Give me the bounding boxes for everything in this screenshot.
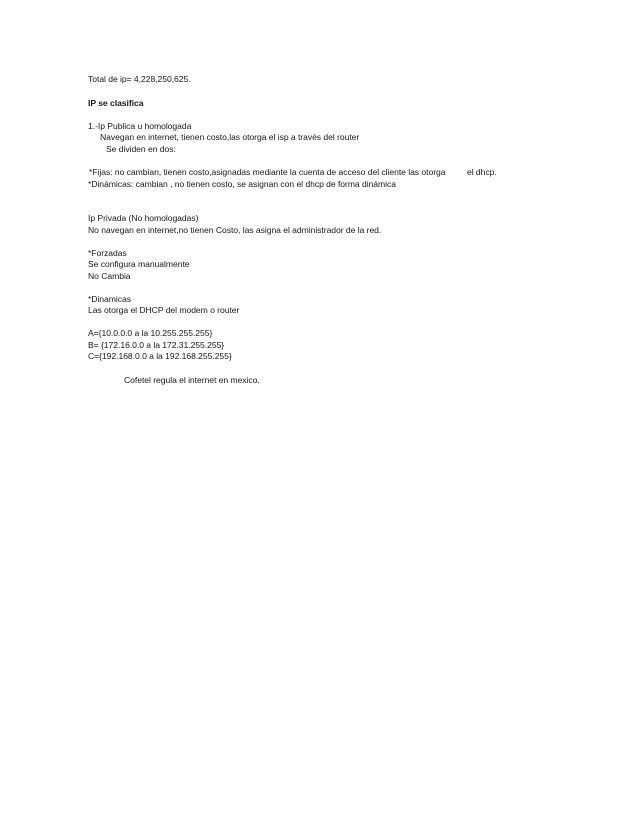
publica-divide-line: Se dividen en dos:	[106, 144, 176, 154]
forzadas-title: *Forzadas	[88, 248, 127, 258]
publica-description: Navegan en internet, tienen costo,las otorga el isp a través del router	[100, 132, 360, 142]
class-c-range: C={192.168.0.0 a la 192.168.255.255}	[88, 351, 232, 361]
heading-ip-clasifica: IP se clasifica	[88, 98, 144, 108]
class-b-range: B= {172.16.0.0 a la 172.31.255.255}	[88, 340, 225, 350]
dinamicas-title: *Dinamicas	[88, 294, 131, 304]
publica-title: 1.-Ip Publica u homologada	[88, 121, 192, 131]
fijas-line-tail: el dhcp.	[467, 167, 497, 177]
privada-title: Ip Privada (No homologadas)	[88, 213, 199, 223]
cofetel-line: Cofetel regula el internet en mexico.	[124, 375, 260, 385]
fijas-line: *Fijas: no cambian, tienen costo,asignadas mediante la cuenta de acceso del cliente las otorga	[89, 167, 446, 177]
privada-description: No navegan en internet,no tienen Costo, las asigna el administrador de la red.	[88, 225, 382, 235]
dinamicas-publica-line: *Dinámicas: cambian , no tienen costo, se asignan con el dhcp de forma dinámica	[88, 179, 396, 189]
forzadas-line-2: No Cambia	[88, 271, 131, 281]
forzadas-line-1: Se configura manualmente	[88, 259, 190, 269]
total-ip-line: Total de ip= 4,228,250,625.	[88, 74, 191, 84]
class-a-range: A={10.0.0.0 a la 10.255.255.255}	[88, 328, 213, 338]
dinamicas-description: Las otorga el DHCP del modem o router	[88, 305, 240, 315]
